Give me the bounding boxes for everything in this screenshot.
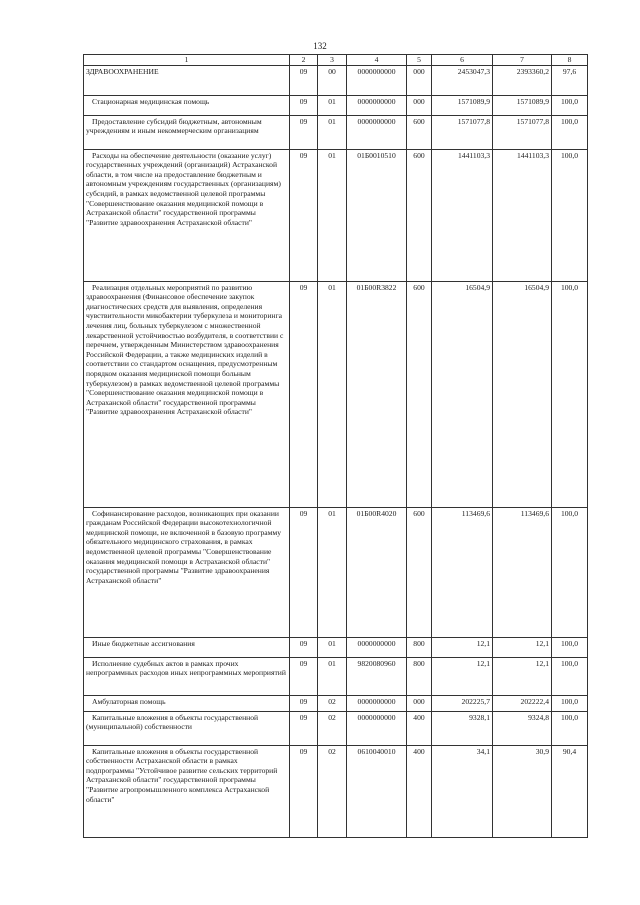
- row-subsection: 01: [318, 149, 347, 281]
- row-percent: 100,0: [552, 149, 588, 281]
- row-expense-type: 600: [407, 115, 432, 149]
- row-actual: 9324,8: [493, 711, 552, 745]
- row-expense-type: 400: [407, 711, 432, 745]
- table-row: [84, 507, 588, 637]
- row-actual: 1571089,9: [493, 95, 552, 115]
- row-planned: 9328,1: [432, 711, 493, 745]
- row-planned: 16504,9: [432, 281, 493, 507]
- row-name: Реализация отдельных мероприятий по развитию здравоохранения (Финансовое обеспечение закупок диагностических средств для выявления, определения чувствительности микобактерии туберкулеза и мониторинга лечения лиц, больных туберкулезом с множественной лекарственной устойчивостью возбудителя, в соответствии с перечнем, утвержденным Министерством здравоохранения Российской Федерации, а также медицинских изделий в соответствии со стандартом оснащения, предусмотренным порядком оказания медицинской помощи больным туберкулезом) в рамках ведомственной целевой программы "Совершенствование оказания медицинской помощи в Астраханской области" государственной программы "Развитие здравоохранения Астраханской области": [84, 281, 290, 507]
- row-actual: 30,9: [493, 745, 552, 837]
- budget-table: [83, 54, 588, 838]
- column-header-8: 8: [552, 55, 588, 66]
- row-expense-type: 800: [407, 637, 432, 657]
- row-planned: 1571089,9: [432, 95, 493, 115]
- table-row: [84, 149, 588, 281]
- table-header-row: [84, 55, 588, 66]
- row-percent: 100,0: [552, 637, 588, 657]
- row-planned: 34,1: [432, 745, 493, 837]
- row-target-code: 01Б00R4020: [347, 507, 407, 637]
- row-expense-type: 000: [407, 695, 432, 711]
- row-target-code: 0000000000: [347, 95, 407, 115]
- row-target-code: 0000000000: [347, 695, 407, 711]
- row-section: 09: [290, 95, 318, 115]
- row-expense-type: 000: [407, 95, 432, 115]
- row-subsection: 01: [318, 657, 347, 695]
- row-name: Амбулаторная помощь: [84, 695, 290, 711]
- row-planned: 12,1: [432, 637, 493, 657]
- row-subsection: 02: [318, 711, 347, 745]
- row-target-code: 0000000000: [347, 637, 407, 657]
- row-planned: 113469,6: [432, 507, 493, 637]
- row-name: Стационарная медицинская помощь: [84, 95, 290, 115]
- column-header-7: 7: [493, 55, 552, 66]
- table-row: [84, 281, 588, 507]
- row-actual: 202222,4: [493, 695, 552, 711]
- column-header-4: 4: [347, 55, 407, 66]
- row-actual: 12,1: [493, 657, 552, 695]
- row-section: 09: [290, 507, 318, 637]
- row-subsection: 01: [318, 507, 347, 637]
- table-row: [84, 711, 588, 745]
- row-actual: 12,1: [493, 637, 552, 657]
- row-name: Предоставление субсидий бюджетным, автономным учреждениям и иным некоммерческим организациям: [84, 115, 290, 149]
- row-percent: 100,0: [552, 657, 588, 695]
- table-row: [84, 637, 588, 657]
- row-name: Исполнение судебных актов в рамках прочих непрограммных расходов иных непрограммных мероприятий: [84, 657, 290, 695]
- row-section: 09: [290, 149, 318, 281]
- table-row: [84, 657, 588, 695]
- row-name: Капитальные вложения в объекты государственной собственности Астраханской области в рамках подпрограммы "Устойчивое развитие сельских территорий Астраханской области" государственной программы "Развитие агропромышленного комплекса Астраханской области": [84, 745, 290, 837]
- row-actual: 113469,6: [493, 507, 552, 637]
- row-subsection: 02: [318, 695, 347, 711]
- row-planned: 2453047,3: [432, 65, 493, 95]
- row-section: 09: [290, 745, 318, 837]
- row-expense-type: 400: [407, 745, 432, 837]
- row-target-code: 0610040010: [347, 745, 407, 837]
- row-actual: 2393360,2: [493, 65, 552, 95]
- row-percent: 100,0: [552, 281, 588, 507]
- row-percent: 100,0: [552, 95, 588, 115]
- row-subsection: 02: [318, 745, 347, 837]
- table-row: [84, 745, 588, 837]
- row-subsection: 00: [318, 65, 347, 95]
- row-expense-type: 600: [407, 281, 432, 507]
- table-row: [84, 695, 588, 711]
- row-section: 09: [290, 637, 318, 657]
- column-header-6: 6: [432, 55, 493, 66]
- row-name: Иные бюджетные ассигнования: [84, 637, 290, 657]
- row-target-code: 01Б00R3822: [347, 281, 407, 507]
- row-actual: 16504,9: [493, 281, 552, 507]
- row-target-code: 9820080960: [347, 657, 407, 695]
- row-expense-type: 600: [407, 507, 432, 637]
- row-target-code: 0000000000: [347, 711, 407, 745]
- row-subsection: 01: [318, 281, 347, 507]
- row-section: 09: [290, 711, 318, 745]
- row-percent: 90,4: [552, 745, 588, 837]
- row-target-code: 0000000000: [347, 115, 407, 149]
- row-subsection: 01: [318, 637, 347, 657]
- row-planned: 12,1: [432, 657, 493, 695]
- row-planned: 1571077,8: [432, 115, 493, 149]
- row-planned: 1441103,3: [432, 149, 493, 281]
- row-subsection: 01: [318, 95, 347, 115]
- row-percent: 100,0: [552, 507, 588, 637]
- row-subsection: 01: [318, 115, 347, 149]
- row-section: 09: [290, 695, 318, 711]
- row-section: 09: [290, 657, 318, 695]
- row-percent: 100,0: [552, 695, 588, 711]
- column-header-5: 5: [407, 55, 432, 66]
- row-name: ЗДРАВООХРАНЕНИЕ: [84, 65, 290, 95]
- table-row: [84, 65, 588, 95]
- row-name: Расходы на обеспечение деятельности (оказание услуг) государственных учреждений (организаций) Астраханской области, в том числе на предоставление бюджетным и автономным учреждениям государственных (организациям) субсидий, в рамках ведомственной целевой программы "Совершенствование оказания медицинской помощи в Астраханской области" государственной программы "Развитие здравоохранения Астраханской области": [84, 149, 290, 281]
- row-section: 09: [290, 65, 318, 95]
- row-actual: 1571077,8: [493, 115, 552, 149]
- row-name: Капитальные вложения в объекты государственной (муниципальной) собственности: [84, 711, 290, 745]
- row-target-code: 0000000000: [347, 65, 407, 95]
- row-expense-type: 800: [407, 657, 432, 695]
- row-percent: 100,0: [552, 115, 588, 149]
- row-target-code: 01Б0010510: [347, 149, 407, 281]
- row-name: Софинансирование расходов, возникающих при оказании гражданам Российской Федерации высокотехнологичной медицинской помощи, не включенной в базовую программу обязательного медицинского страхования, в рамках ведомственной целевой программы "Совершенствование оказания медицинской помощи в Астраханской области" государственной программы "Развитие здравоохранения Астраханской области": [84, 507, 290, 637]
- page-number: 132: [313, 41, 327, 51]
- column-header-3: 3: [318, 55, 347, 66]
- row-section: 09: [290, 115, 318, 149]
- table-row: [84, 95, 588, 115]
- column-header-2: 2: [290, 55, 318, 66]
- column-header-1: 1: [84, 55, 290, 66]
- table-row: [84, 115, 588, 149]
- row-actual: 1441103,3: [493, 149, 552, 281]
- row-section: 09: [290, 281, 318, 507]
- row-percent: 97,6: [552, 65, 588, 95]
- row-planned: 202225,7: [432, 695, 493, 711]
- row-expense-type: 000: [407, 65, 432, 95]
- row-percent: 100,0: [552, 711, 588, 745]
- row-expense-type: 600: [407, 149, 432, 281]
